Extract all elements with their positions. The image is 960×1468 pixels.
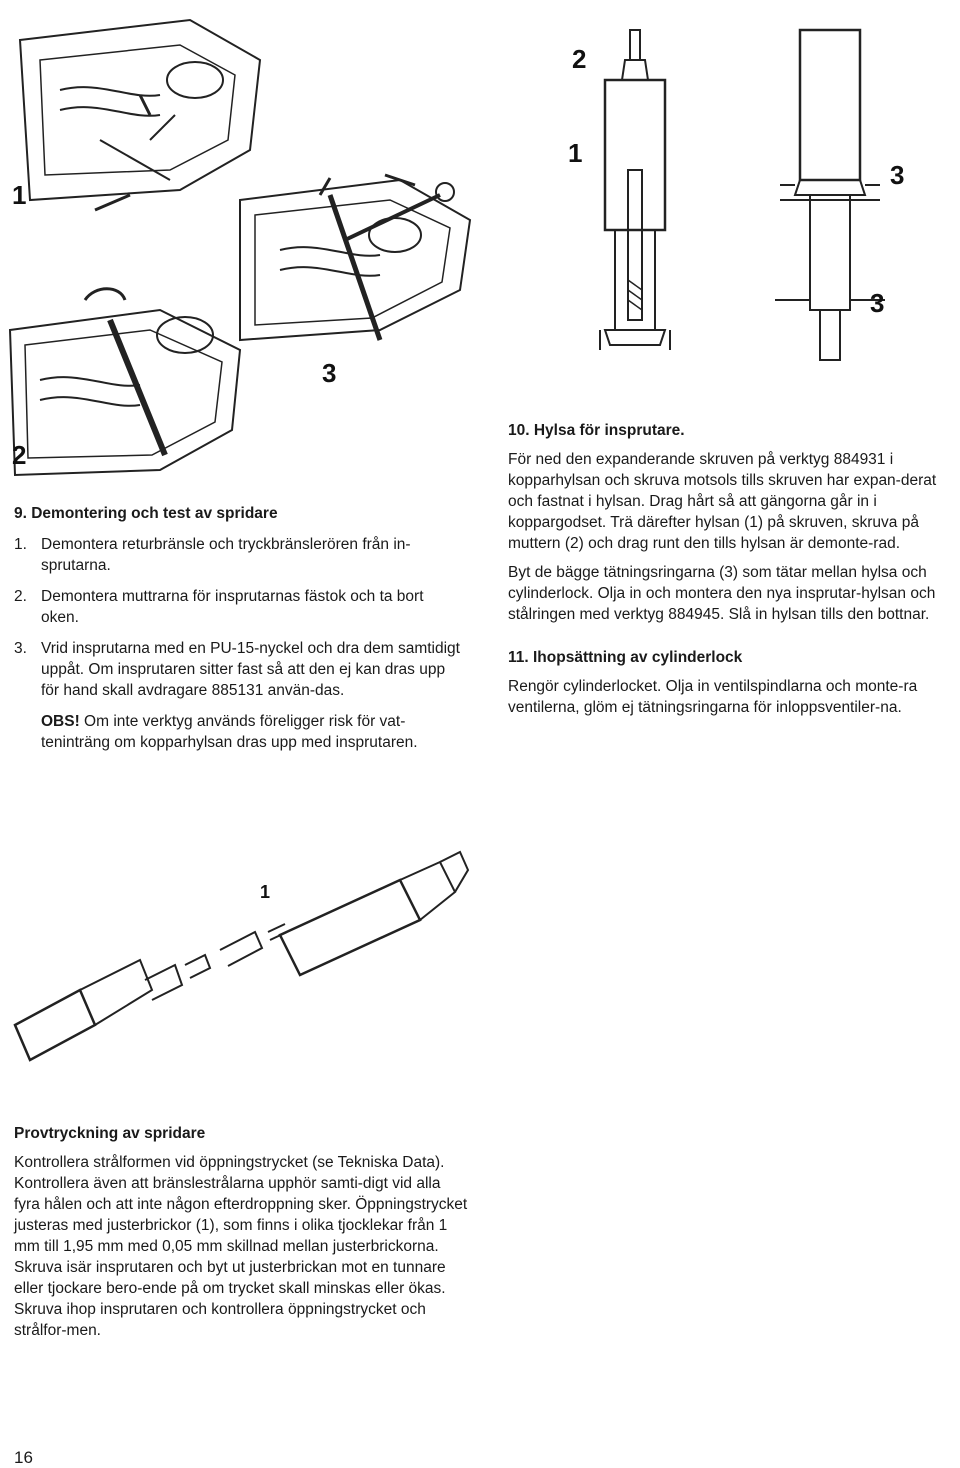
section-9 bbox=[14, 503, 464, 753]
section-9-item-1 bbox=[14, 534, 464, 576]
section-9-title: 9. Demontering och test av spridare bbox=[14, 505, 278, 522]
section-9-item-3 bbox=[14, 638, 464, 701]
engine-illustration bbox=[0, 0, 480, 490]
item-number: 3. bbox=[14, 640, 27, 657]
engine-callout-3: 3 bbox=[322, 358, 337, 388]
sleeve-callout-3-bottom: 3 bbox=[870, 288, 885, 318]
injector-exploded-illustration bbox=[0, 840, 480, 1090]
sleeve-tool-illustration bbox=[560, 20, 940, 365]
section-11-title: 11. Ihopsättning av cylinderlock bbox=[508, 649, 743, 666]
section-10-para-2: Byt de bägge tätningsringarna (3) som tätar mellan hylsa och cylinderlock. Olja in och montera den nya insprutar-hylsan och stålringen med verktyg 884945. Slå in hylsan tills den bottnar. bbox=[508, 564, 936, 623]
sleeve-callout-1: 1 bbox=[568, 138, 583, 168]
section-10-para-1: För ned den expanderande skruven på verktyg 884931 i kopparhylsan och skruva motsols tills skruven har expan-derat och fastnat i hylsan. Drag hårt så att gängorna går in i koppargodset. Trä därefter hylsan (1) på skruven, skruva på muttern (2) och drag runt den tills hylsan är demonte-rad. bbox=[508, 451, 937, 552]
section-9-item-2 bbox=[14, 586, 464, 628]
page-number: 16 bbox=[14, 1448, 33, 1467]
sleeve-callout-3-top: 3 bbox=[890, 160, 905, 190]
sleeve-callout-2: 2 bbox=[572, 44, 587, 74]
provtryckning-section bbox=[14, 1123, 469, 1341]
section-10 bbox=[508, 420, 953, 718]
item-number: 2. bbox=[14, 588, 27, 605]
injector-callout-1: 1 bbox=[260, 882, 271, 902]
engine-callout-1: 1 bbox=[12, 180, 27, 210]
section-11-para: Rengör cylinderlocket. Olja in ventilspindlarna och monte-ra ventilerna, glöm ej tätningsringarna för inloppsventiler-na. bbox=[508, 678, 918, 716]
injector-drawing bbox=[0, 840, 480, 1090]
obs-text: Om inte verktyg används föreligger risk för vat-teninträng om kopparhylsan dras upp med insprutaren. bbox=[41, 713, 418, 751]
section-9-obs bbox=[14, 711, 464, 753]
item-text: Demontera muttrarna för insprutarnas fästok och ta bort oken. bbox=[41, 588, 424, 626]
section-10-title: 10. Hylsa för insprutare. bbox=[508, 422, 685, 439]
item-text: Vrid insprutarna med en PU-15-nyckel och dra dem samtidigt uppåt. Om insprutaren sitter fast så att den ej kan dras upp för hand skall avdragare 885131 använ-das. bbox=[41, 640, 460, 699]
provtryckning-title: Provtryckning av spridare bbox=[14, 1125, 206, 1142]
item-text: Demontera returbränsle och tryckbränslerören från in-sprutarna. bbox=[41, 536, 411, 574]
sleeve-tool-drawing bbox=[560, 20, 940, 365]
engine-callout-2: 2 bbox=[12, 440, 27, 470]
obs-label: OBS! bbox=[41, 713, 80, 730]
provtryckning-para: Kontrollera strålformen vid öppningstrycket (se Tekniska Data). Kontrollera även att bränslestrålarna upphör samti-digt vid alla fyra hålen och att inte någon efterdroppning sker. Öppningstrycket justeras med justerbrickor (1), som finns i olika tjocklekar från 1 mm till 1,95 mm med 0,05 mm skillnad mellan justerbrickorna. Skruva isär insprutaren och byt ut justerbrickan mot en tunnare eller tjockare bero-ende på om trycket skall minskas eller ökas. Skruva ihop insprutaren och kontrollera öppningstrycket och strålfor-men. bbox=[14, 1154, 468, 1339]
engine-drawing bbox=[0, 0, 480, 490]
item-number: 1. bbox=[14, 536, 27, 553]
